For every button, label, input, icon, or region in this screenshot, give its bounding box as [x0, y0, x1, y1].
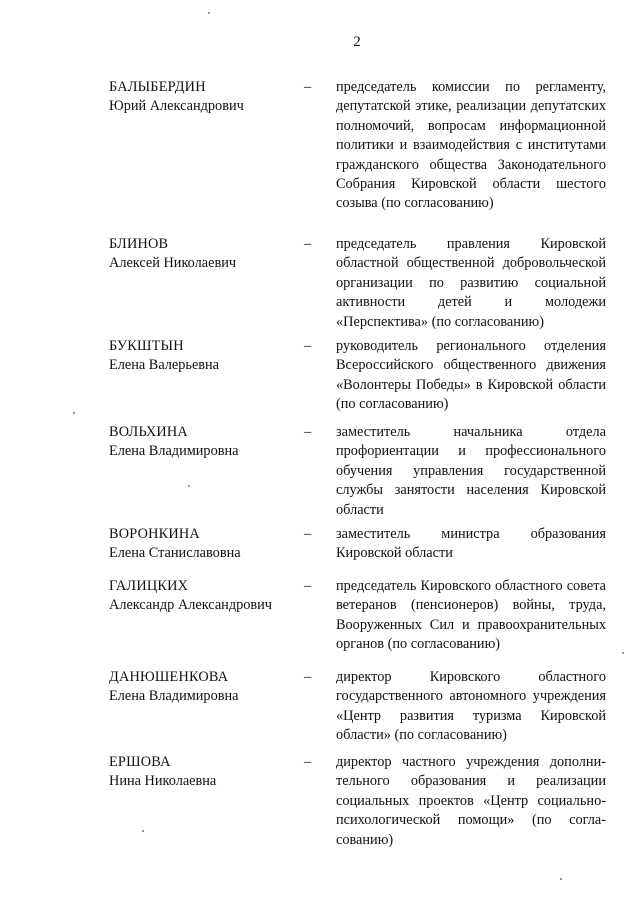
separator-dash: –	[304, 236, 312, 252]
member-role: председатель комиссии по регламенту, депутатской этике, реализации депутатских полномочий, вопросам информационной политики и взаимодействия с институтами гражданского общества Законодательного Собрания Кировской области шестого созыва (по согласованию)	[336, 79, 606, 212]
separator-dash: –	[304, 526, 312, 542]
separator-dash: –	[304, 79, 312, 95]
member-given-names: Елена Владимировна	[109, 443, 239, 459]
member-name	[109, 78, 312, 116]
member-name	[109, 525, 312, 563]
scan-speck	[73, 412, 75, 414]
member-role: заместитель министра образования Кировской области	[336, 526, 606, 562]
member-surname: ЕРШОВА	[109, 754, 171, 770]
member-role: директор Кировского областного государственного автономного учреждения «Центр развития туризма Кировской области» (по согласованию)	[336, 669, 606, 744]
member-role: руководитель регионального отделения Всероссийского общественного движения «Волонтеры Победы» в Кировской области (по согласованию)	[336, 338, 606, 413]
member-given-names: Александр Александрович	[109, 597, 272, 613]
member-surname: БАЛЫБЕРДИН	[109, 79, 206, 95]
member-surname: БЛИНОВ	[109, 236, 169, 252]
scan-speck	[560, 878, 562, 880]
member-surname: ГАЛИЦКИХ	[109, 578, 189, 594]
member-role: заместитель начальника отдела профориентации и профессионального обучения управления государственной службы занятости населения Кировской области	[336, 424, 606, 518]
member-surname: ДАНЮШЕНКОВА	[109, 669, 229, 685]
member-role: председатель правления Кировской областной общественной добровольческой организации по развитию социальной активности детей и молодежи «Перспектива» (по согласованию)	[336, 236, 606, 330]
member-given-names: Елена Станиславовна	[109, 545, 241, 561]
member-surname: БУКШТЫН	[109, 338, 184, 354]
member-surname: ВОЛЬХИНА	[109, 424, 188, 440]
page-number	[0, 34, 640, 51]
member-name	[109, 577, 312, 615]
member-name	[109, 423, 312, 461]
scan-speck	[622, 652, 624, 654]
member-given-names: Юрий Александрович	[109, 98, 244, 114]
member-role: директор частного учреждения дополнительного образования и реализации социальных проектов «Центр социально-психологической помощи» (по согласованию)	[336, 754, 606, 848]
separator-dash: –	[304, 669, 312, 685]
member-role: председатель Кировского областного совета ветеранов (пенсионеров) войны, труда, Вооруженных Сил и правоохранительных органов (по согласованию)	[336, 578, 606, 653]
member-name	[109, 337, 312, 375]
separator-dash: –	[304, 578, 312, 594]
member-given-names: Нина Николаевна	[109, 773, 217, 789]
scan-speck	[208, 12, 210, 14]
member-name	[109, 753, 312, 791]
separator-dash: –	[304, 338, 312, 354]
scan-speck	[142, 830, 144, 832]
scan-speck	[188, 485, 190, 487]
page-number-text: 2	[353, 34, 361, 50]
member-given-names: Алексей Николаевич	[109, 255, 237, 271]
member-surname: ВОРОНКИНА	[109, 526, 200, 542]
separator-dash: –	[304, 424, 312, 440]
member-name	[109, 235, 312, 273]
separator-dash: –	[304, 754, 312, 770]
member-given-names: Елена Владимировна	[109, 688, 239, 704]
member-given-names: Елена Валерьевна	[109, 357, 220, 373]
member-name	[109, 668, 312, 706]
